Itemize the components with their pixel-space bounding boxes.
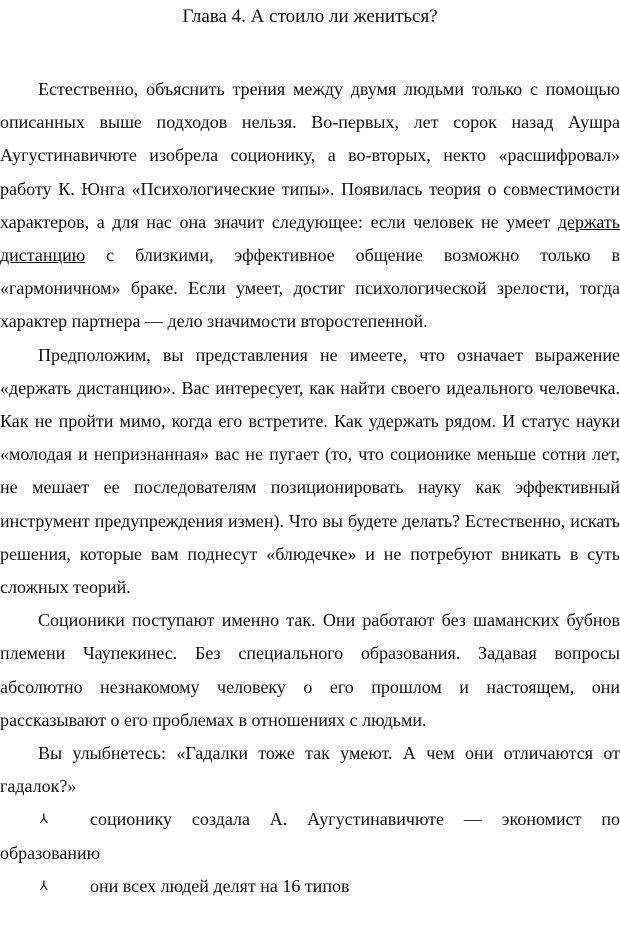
distance-link[interactable]: держать дистанцию [0,211,620,266]
paragraph-3: Соционики поступают именно так. Они работают без шаманских бубнов племени Чаупекинес. Без специального образования. Задавая вопросы абсолютно незнакомому человеку о его прошлом и настоящем, они рассказывают о его проблемах в отношениях с людьми. [0,610,620,730]
paragraph-2: Предположим, вы представления не имеете, что означает выражение «держать дистанцию». Вас интересует, как найти своего идеального человечка. Как не пройти мимо, когда его встретите. Как удержать рядом. И статус науки «молодая и непризнанная» вас не пугает (то, что соционике меньше сотни лет, не мешает ее последователям позиционировать науку как эффективный инструмент предупреждения измен). Что вы будете делать? Естественно, искать решения, которые вам поднесут «блюдечке» и не потребуют вникать в суть сложных теорий. [0,344,620,598]
chapter-title: Глава 4. А стоило ли жениться? [182,6,438,27]
arrowhead-bullet-icon: ⅄ [40,812,48,828]
paragraph-1-text-b: с близкими, эффективное общение возможно только в «гармоничном» браке. Если умеет, достиг психологической зрелости, тогда характер партнера — дело значимости второстепенной. [0,245,620,332]
paragraph-1 [0,73,620,339]
chapter-body [0,73,620,903]
list-item-text: соционику создала А. Аугустинавичюте — экономист по образованию [0,809,620,863]
arrowhead-bullet-icon: ⅄ [40,878,48,894]
list-item [0,803,620,869]
paragraph-1-text-a: Естественно, объяснить трения между двумя людьми только с помощью описанных выше подходов нельзя. Во-первых, лет сорок назад Аушра Аугустинавичюте изобрела соционику, а во-вторых, некто «расшифровал» работу К. Юнга «Психологические типы». Появилась теория о совместимости характеров, а для нас она значит следующее: если человек не умеет [0,79,620,232]
paragraph-4: Вы улыбнетесь: «Гадалки тоже так умеют. А чем они отличаются от гадалок?» [0,743,620,797]
list-item [0,870,620,903]
list-item-text: они всех людей делят на 16 типов [90,875,350,896]
